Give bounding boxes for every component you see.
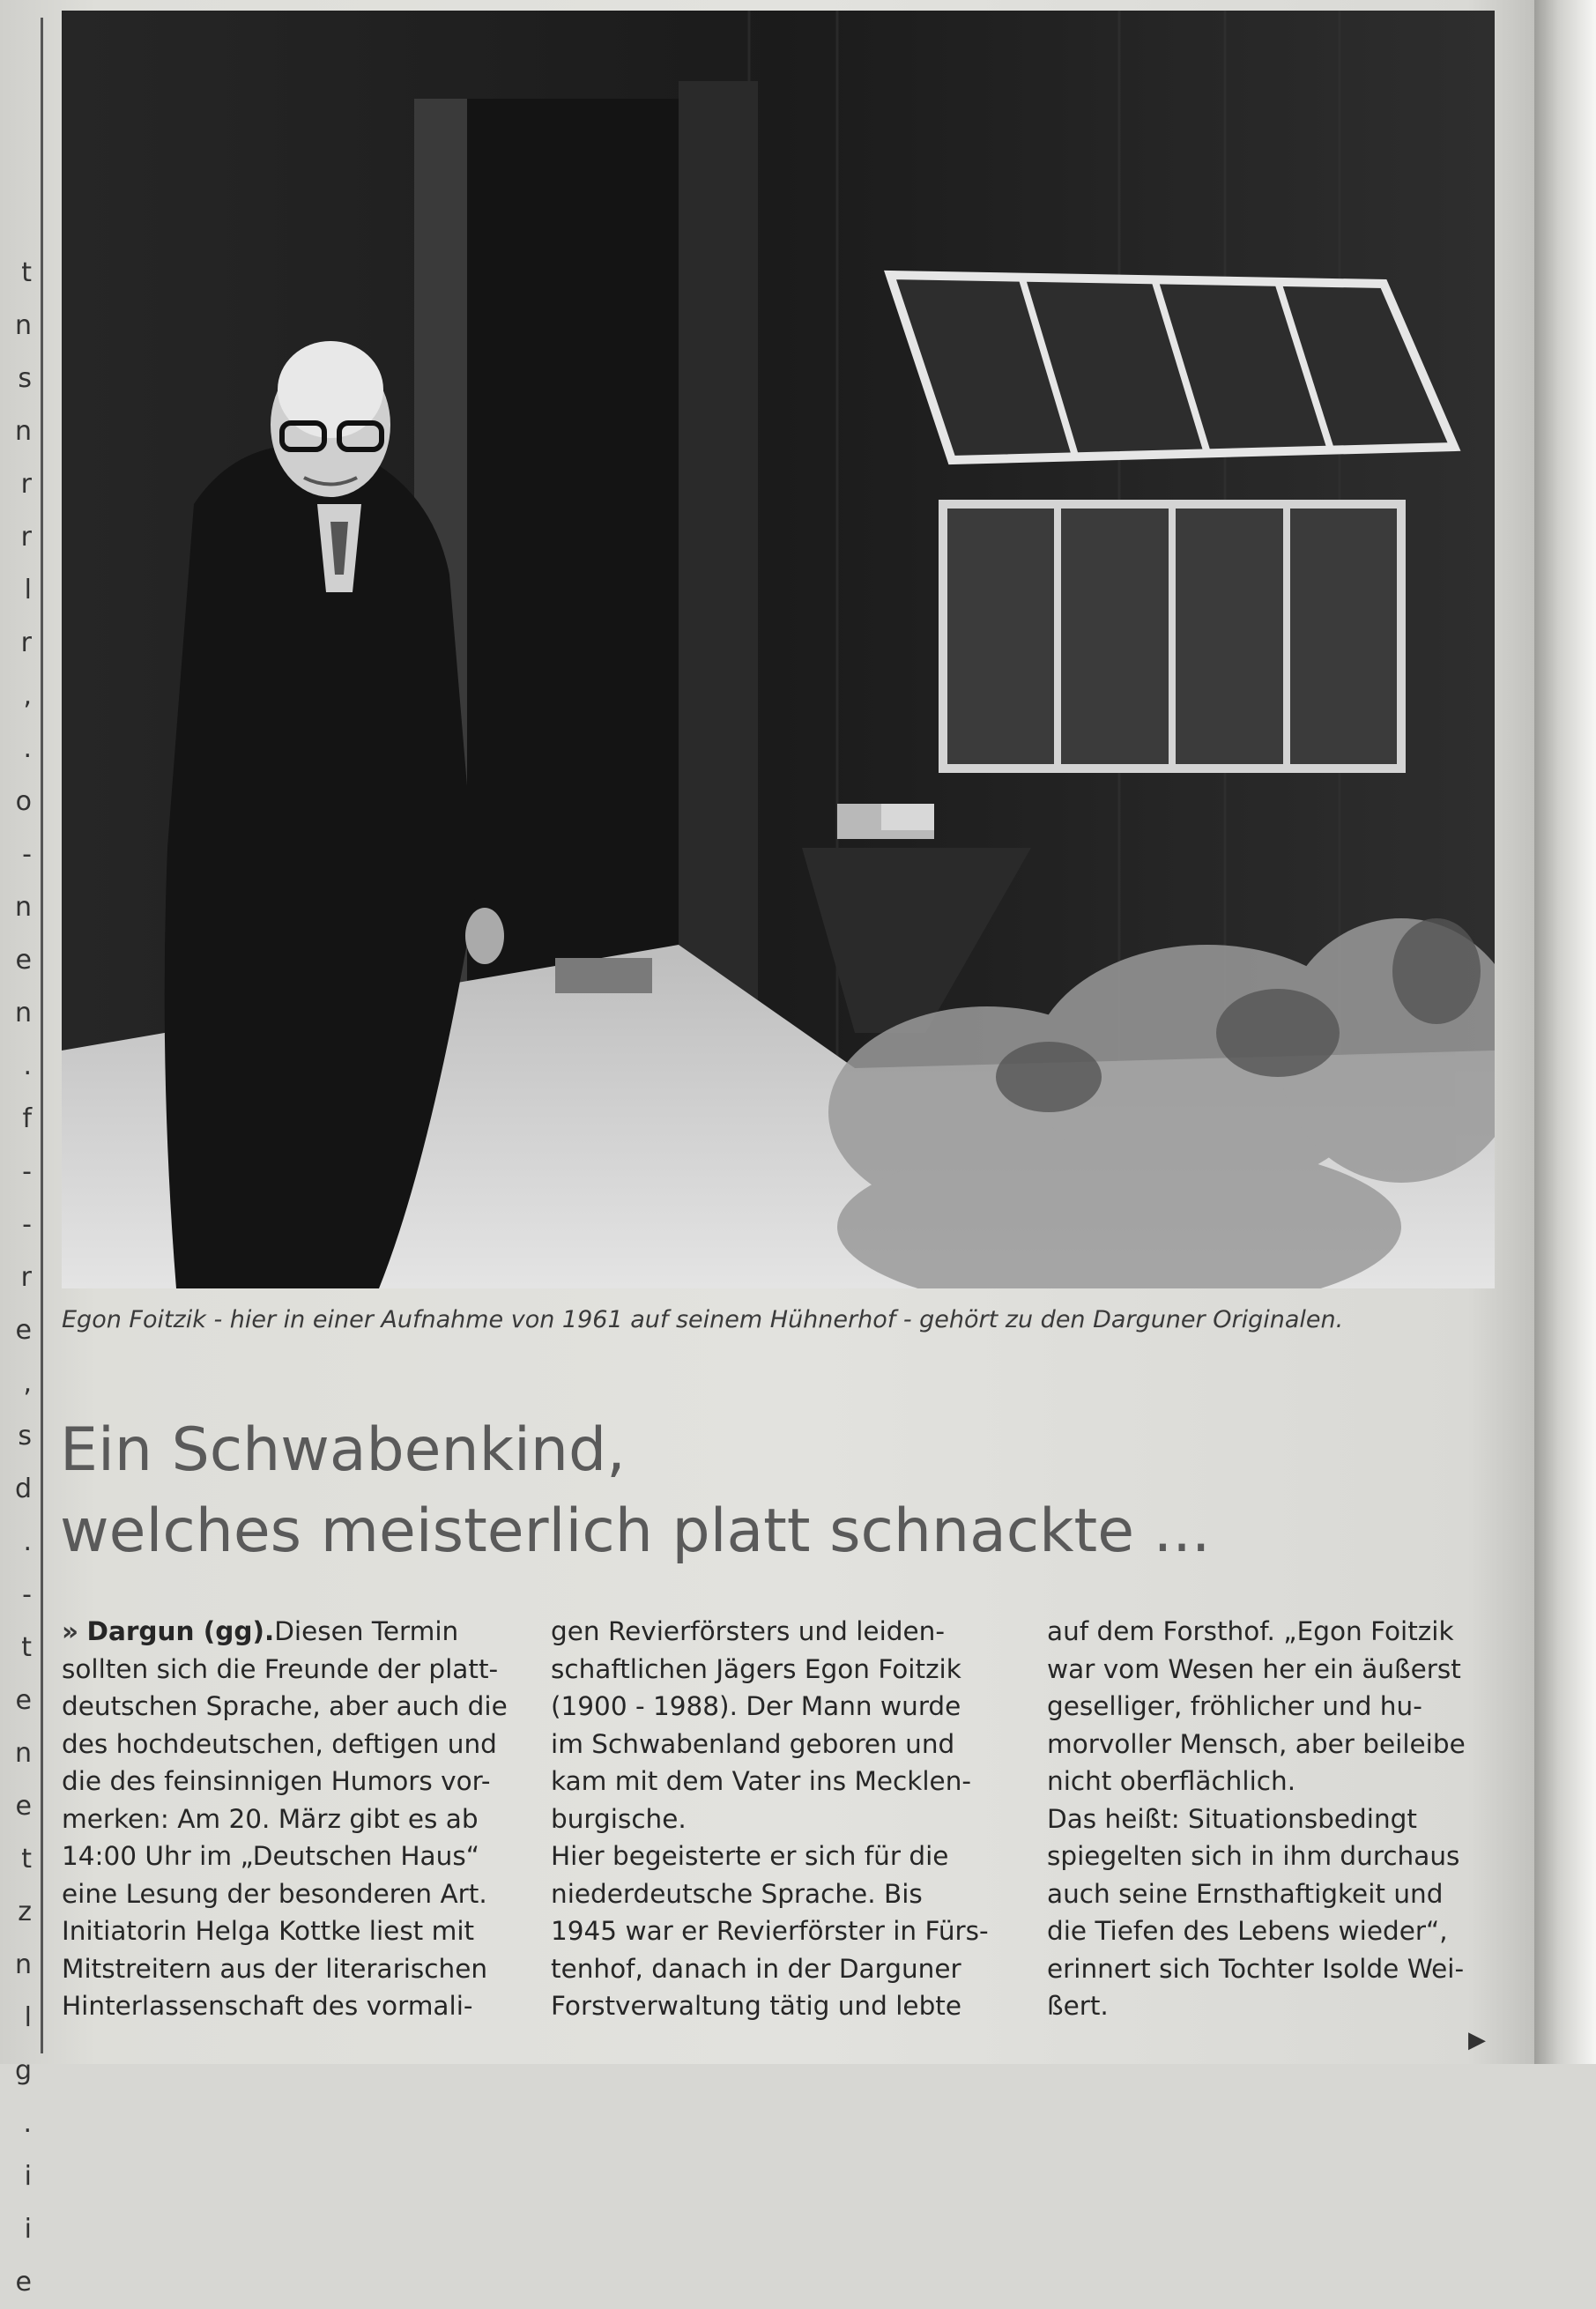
margin-letter: . (23, 733, 32, 764)
margin-letter: n (14, 310, 32, 341)
headline-line-2: welches meisterlich platt schnackte ... (60, 1496, 1211, 1566)
body-line: tenhof, danach in der Darguner (551, 1953, 961, 1984)
margin-letter: r (20, 627, 32, 658)
article-headline (60, 1410, 1488, 1572)
body-line: ßert. (1047, 1991, 1109, 2021)
body-line: auch seine Ernsthaftigkeit und (1047, 1878, 1444, 1909)
margin-letter: . (23, 1051, 32, 1081)
body-line: sollten sich die Freunde der platt- (62, 1653, 499, 1684)
article-photo (62, 11, 1495, 1288)
body-line: erinnert sich Tochter Isolde Wei- (1047, 1953, 1465, 1984)
margin-letter: i (24, 2161, 32, 2192)
body-line: Diesen Termin (274, 1616, 459, 1646)
body-line: nicht oberflächlich. (1047, 1766, 1296, 1796)
margin-letter: n (14, 892, 32, 923)
body-line: gen Revierförsters und leiden- (551, 1616, 945, 1646)
body-line: geselliger, fröhlicher und hu- (1047, 1691, 1422, 1721)
margin-letter: - (22, 1579, 32, 1610)
margin-letter: e (15, 945, 32, 976)
body-line: niederdeutsche Sprache. Bis (551, 1878, 923, 1909)
text-column-1 (62, 1613, 508, 2025)
margin-letter: s (18, 1421, 32, 1451)
margin-letter: , (23, 1368, 32, 1399)
body-line: Hinterlassenschaft des vormali- (62, 1991, 473, 2021)
margin-letter: . (23, 2108, 32, 2139)
margin-letter: t (21, 1632, 32, 1663)
margin-letter: r (20, 469, 32, 500)
text-column-3 (1047, 1613, 1488, 2025)
margin-letter: t (21, 257, 32, 288)
margin-letter: d (14, 1474, 32, 1504)
page-edge-shadow (1534, 0, 1596, 2064)
margin-letter: r (20, 1262, 32, 1293)
clipped-neighbor-column (0, 247, 32, 2309)
margin-letter: s (18, 363, 32, 394)
body-line: Initiatorin Helga Kottke liest mit (62, 1916, 475, 1946)
body-line: die Tiefen des Lebens wieder“, (1047, 1916, 1448, 1946)
body-line: Das heißt: Situationsbedingt (1047, 1803, 1417, 1834)
margin-letter: - (22, 1156, 32, 1187)
lead-marker: » (62, 1616, 79, 1646)
body-line: deutschen Sprache, aber auch die (62, 1691, 508, 1721)
body-line: des hochdeutschen, deftigen und (62, 1728, 497, 1759)
margin-letter: o (15, 786, 32, 817)
column-rule (41, 18, 43, 2053)
headline-line-1: Ein Schwabenkind, (60, 1415, 626, 1485)
margin-letter: l (24, 2002, 32, 2033)
body-line: kam mit dem Vater ins Mecklen- (551, 1766, 972, 1796)
margin-letter: i (24, 2214, 32, 2245)
margin-letter: , (23, 680, 32, 711)
body-line: Forstverwaltung tätig und lebte (551, 1991, 962, 2021)
margin-letter: g (14, 2055, 32, 2086)
margin-letter: . (23, 1526, 32, 1557)
body-line: Hier begeisterte er sich für die (551, 1841, 949, 1871)
margin-letter: f (22, 1103, 32, 1134)
margin-letter: l (24, 575, 32, 605)
margin-letter: t (21, 1844, 32, 1875)
body-line: auf dem Forsthof. „Egon Foitzik (1047, 1616, 1454, 1646)
margin-letter: n (14, 1949, 32, 1980)
margin-letter: - (22, 839, 32, 870)
photo-caption: Egon Foitzik - hier in einer Aufnahme von 1961 auf seinem Hühnerhof - gehört zu den Darguner Originalen. (62, 1306, 1344, 1333)
body-line: schaftlichen Jägers Egon Foitzik (551, 1653, 961, 1684)
body-line: merken: Am 20. März gibt es ab (62, 1803, 479, 1834)
column-first-line (62, 1613, 502, 1651)
photo-illustration (62, 11, 1495, 1288)
margin-letter: e (15, 1685, 32, 1716)
body-line: 14:00 Uhr im „Deutschen Haus“ (62, 1841, 479, 1871)
body-line: spiegelten sich in ihm durchaus (1047, 1841, 1460, 1871)
margin-letter: r (20, 522, 32, 553)
continue-arrow-icon: ▶ (1468, 2027, 1486, 2053)
margin-letter: n (14, 416, 32, 447)
margin-letter: n (14, 1738, 32, 1769)
body-line: Mitstreitern aus der literarischen (62, 1953, 488, 1984)
margin-letter: e (15, 2267, 32, 2298)
margin-letter: z (18, 1897, 32, 1927)
body-line: eine Lesung der besonderen Art. (62, 1878, 487, 1909)
body-line: (1900 - 1988). Der Mann wurde (551, 1691, 961, 1721)
margin-letter: n (14, 998, 32, 1028)
body-line: morvoller Mensch, aber beileibe (1047, 1728, 1466, 1759)
body-line: war vom Wesen her ein äußerst (1047, 1653, 1461, 1684)
body-line: 1945 war er Revierförster in Fürs- (551, 1916, 989, 1946)
margin-letter: e (15, 1791, 32, 1822)
body-line: die des feinsinnigen Humors vor- (62, 1766, 491, 1796)
dateline: Dargun (gg). (86, 1616, 275, 1646)
margin-letter: e (15, 1315, 32, 1346)
text-column-2 (551, 1613, 1009, 2025)
margin-letter: - (22, 1209, 32, 1240)
body-line: im Schwabenland geboren und (551, 1728, 955, 1759)
body-line: burgische. (551, 1803, 687, 1834)
